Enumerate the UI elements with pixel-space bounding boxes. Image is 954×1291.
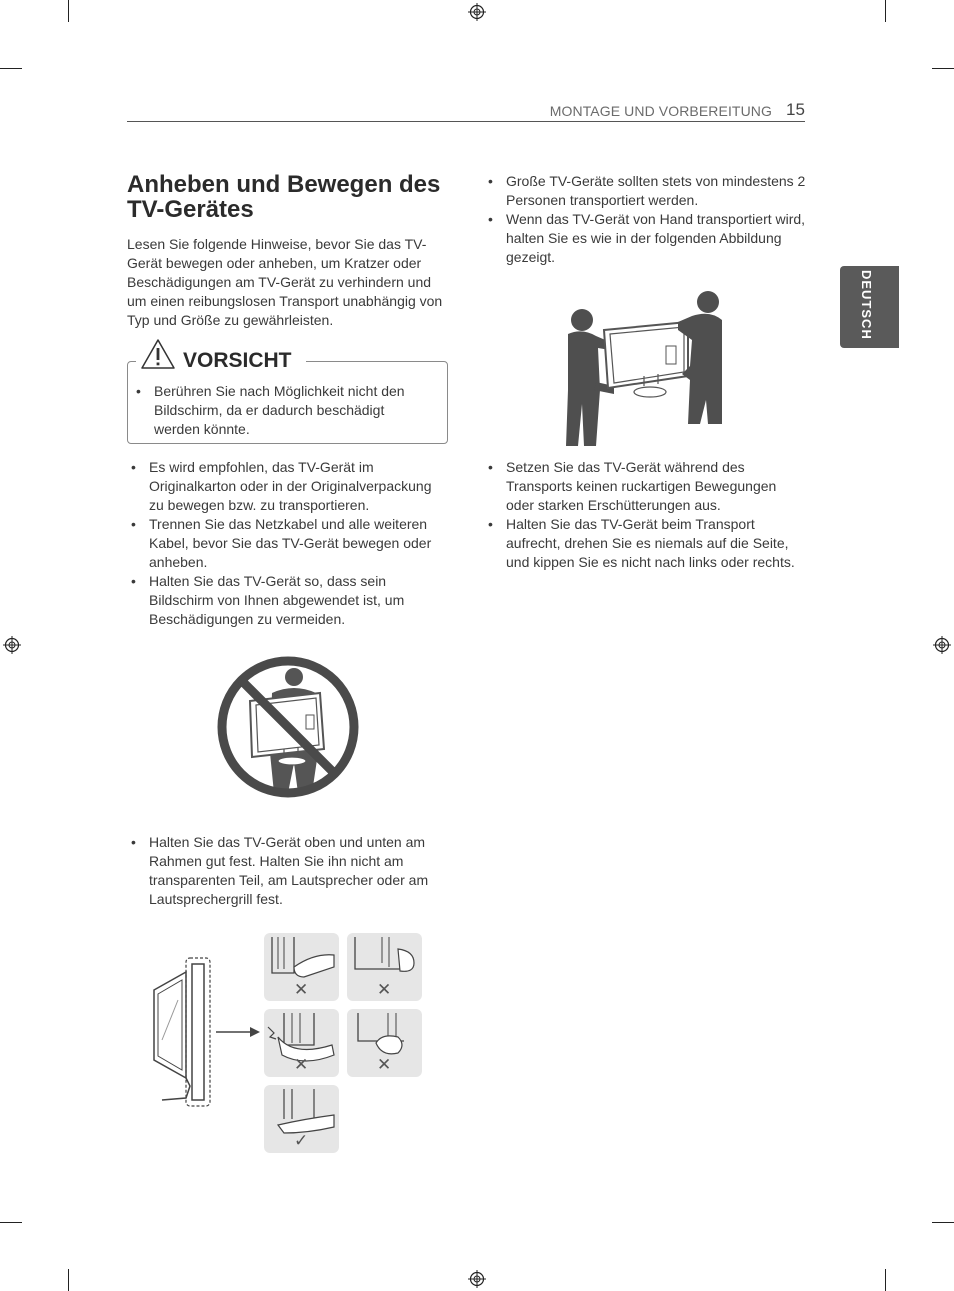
crop-mark xyxy=(932,68,954,69)
grip-hands-illustration xyxy=(264,933,422,1153)
crop-mark xyxy=(0,68,22,69)
prohibited-carry-illustration xyxy=(214,653,362,801)
page-number: 15 xyxy=(786,100,805,119)
header-divider xyxy=(127,121,805,122)
transport-list xyxy=(484,172,806,267)
list-item: • Setzen Sie das TV-Gerät während des Transports keinen ruckartigen Bewegungen oder starken Erschütterungen aus. xyxy=(484,458,808,515)
registration-mark-icon xyxy=(933,636,951,654)
registration-mark-icon xyxy=(468,3,486,21)
wrong-grip-mark: ✕ xyxy=(294,980,309,999)
list-item: • Große TV-Geräte sollten stets von mindestens 2 Personen transportiert werden. xyxy=(484,172,806,210)
list-item: • Halten Sie das TV-Gerät so, dass sein Bildschirm von Ihnen abgewendet ist, um Beschädigungen zu vermeiden. xyxy=(127,572,447,629)
crop-mark xyxy=(68,0,69,22)
crop-mark xyxy=(0,1222,22,1223)
registration-mark-icon xyxy=(3,636,21,654)
wrong-grip-mark: ✕ xyxy=(377,1055,392,1074)
list-item: • Es wird empfohlen, das TV-Gerät im Originalkarton oder in der Originalverpackung zu bewegen bzw. zu transportieren. xyxy=(127,458,447,515)
crop-mark xyxy=(885,1269,886,1291)
language-tab xyxy=(840,266,899,348)
list-item: • Berühren Sie nach Möglichkeit nicht den Bildschirm, da er dadurch beschädigt werden könnte. xyxy=(132,382,427,439)
two-person-carry-illustration xyxy=(560,290,728,448)
correct-grip-mark: ✓ xyxy=(294,1131,309,1150)
grip-list xyxy=(127,833,447,909)
warning-triangle-icon xyxy=(140,338,176,370)
crop-mark xyxy=(68,1269,69,1291)
crop-mark xyxy=(932,1222,954,1223)
crop-mark xyxy=(885,0,886,22)
page-title: Anheben und Bewegen des TV-Gerätes xyxy=(127,171,441,223)
list-item: • Trennen Sie das Netzkabel und alle weiteren Kabel, bevor Sie das TV-Gerät bewegen oder anheben. xyxy=(127,515,447,572)
list-item: • Wenn das TV-Gerät von Hand transportiert wird, halten Sie es wie in der folgenden Abbildung gezeigt. xyxy=(484,210,806,267)
wrong-grip-mark: ✕ xyxy=(377,980,392,999)
language-tab-label: DEUTSCH xyxy=(859,270,874,340)
caution-list xyxy=(132,382,427,439)
tv-side-illustration xyxy=(148,950,266,1112)
intro-paragraph: Lesen Sie folgende Hinweise, bevor Sie das TV-Gerät bewegen oder anheben, um Kratzer oder Beschädigungen am TV-Gerät zu verhindern und um einen reibungslosen Transport unabhängig von Typ und Größe zu gewährleisten. xyxy=(127,236,443,328)
list-item: • Halten Sie das TV-Gerät beim Transport aufrecht, drehen Sie es niemals auf die Seite, und kippen Sie es nicht nach links oder rechts. xyxy=(484,515,808,572)
list-item: • Halten Sie das TV-Gerät oben und unten am Rahmen gut fest. Halten Sie ihn nicht am transparenten Teil, am Lautsprecher oder am Lautsprechergrill fest. xyxy=(127,833,447,909)
section-header: MONTAGE UND VORBEREITUNG xyxy=(549,103,772,119)
transport-list-2 xyxy=(484,458,808,572)
registration-mark-icon xyxy=(468,1270,486,1288)
wrong-grip-mark: ✕ xyxy=(294,1055,309,1074)
caution-title: VORSICHT xyxy=(183,349,292,372)
handling-list xyxy=(127,458,447,629)
